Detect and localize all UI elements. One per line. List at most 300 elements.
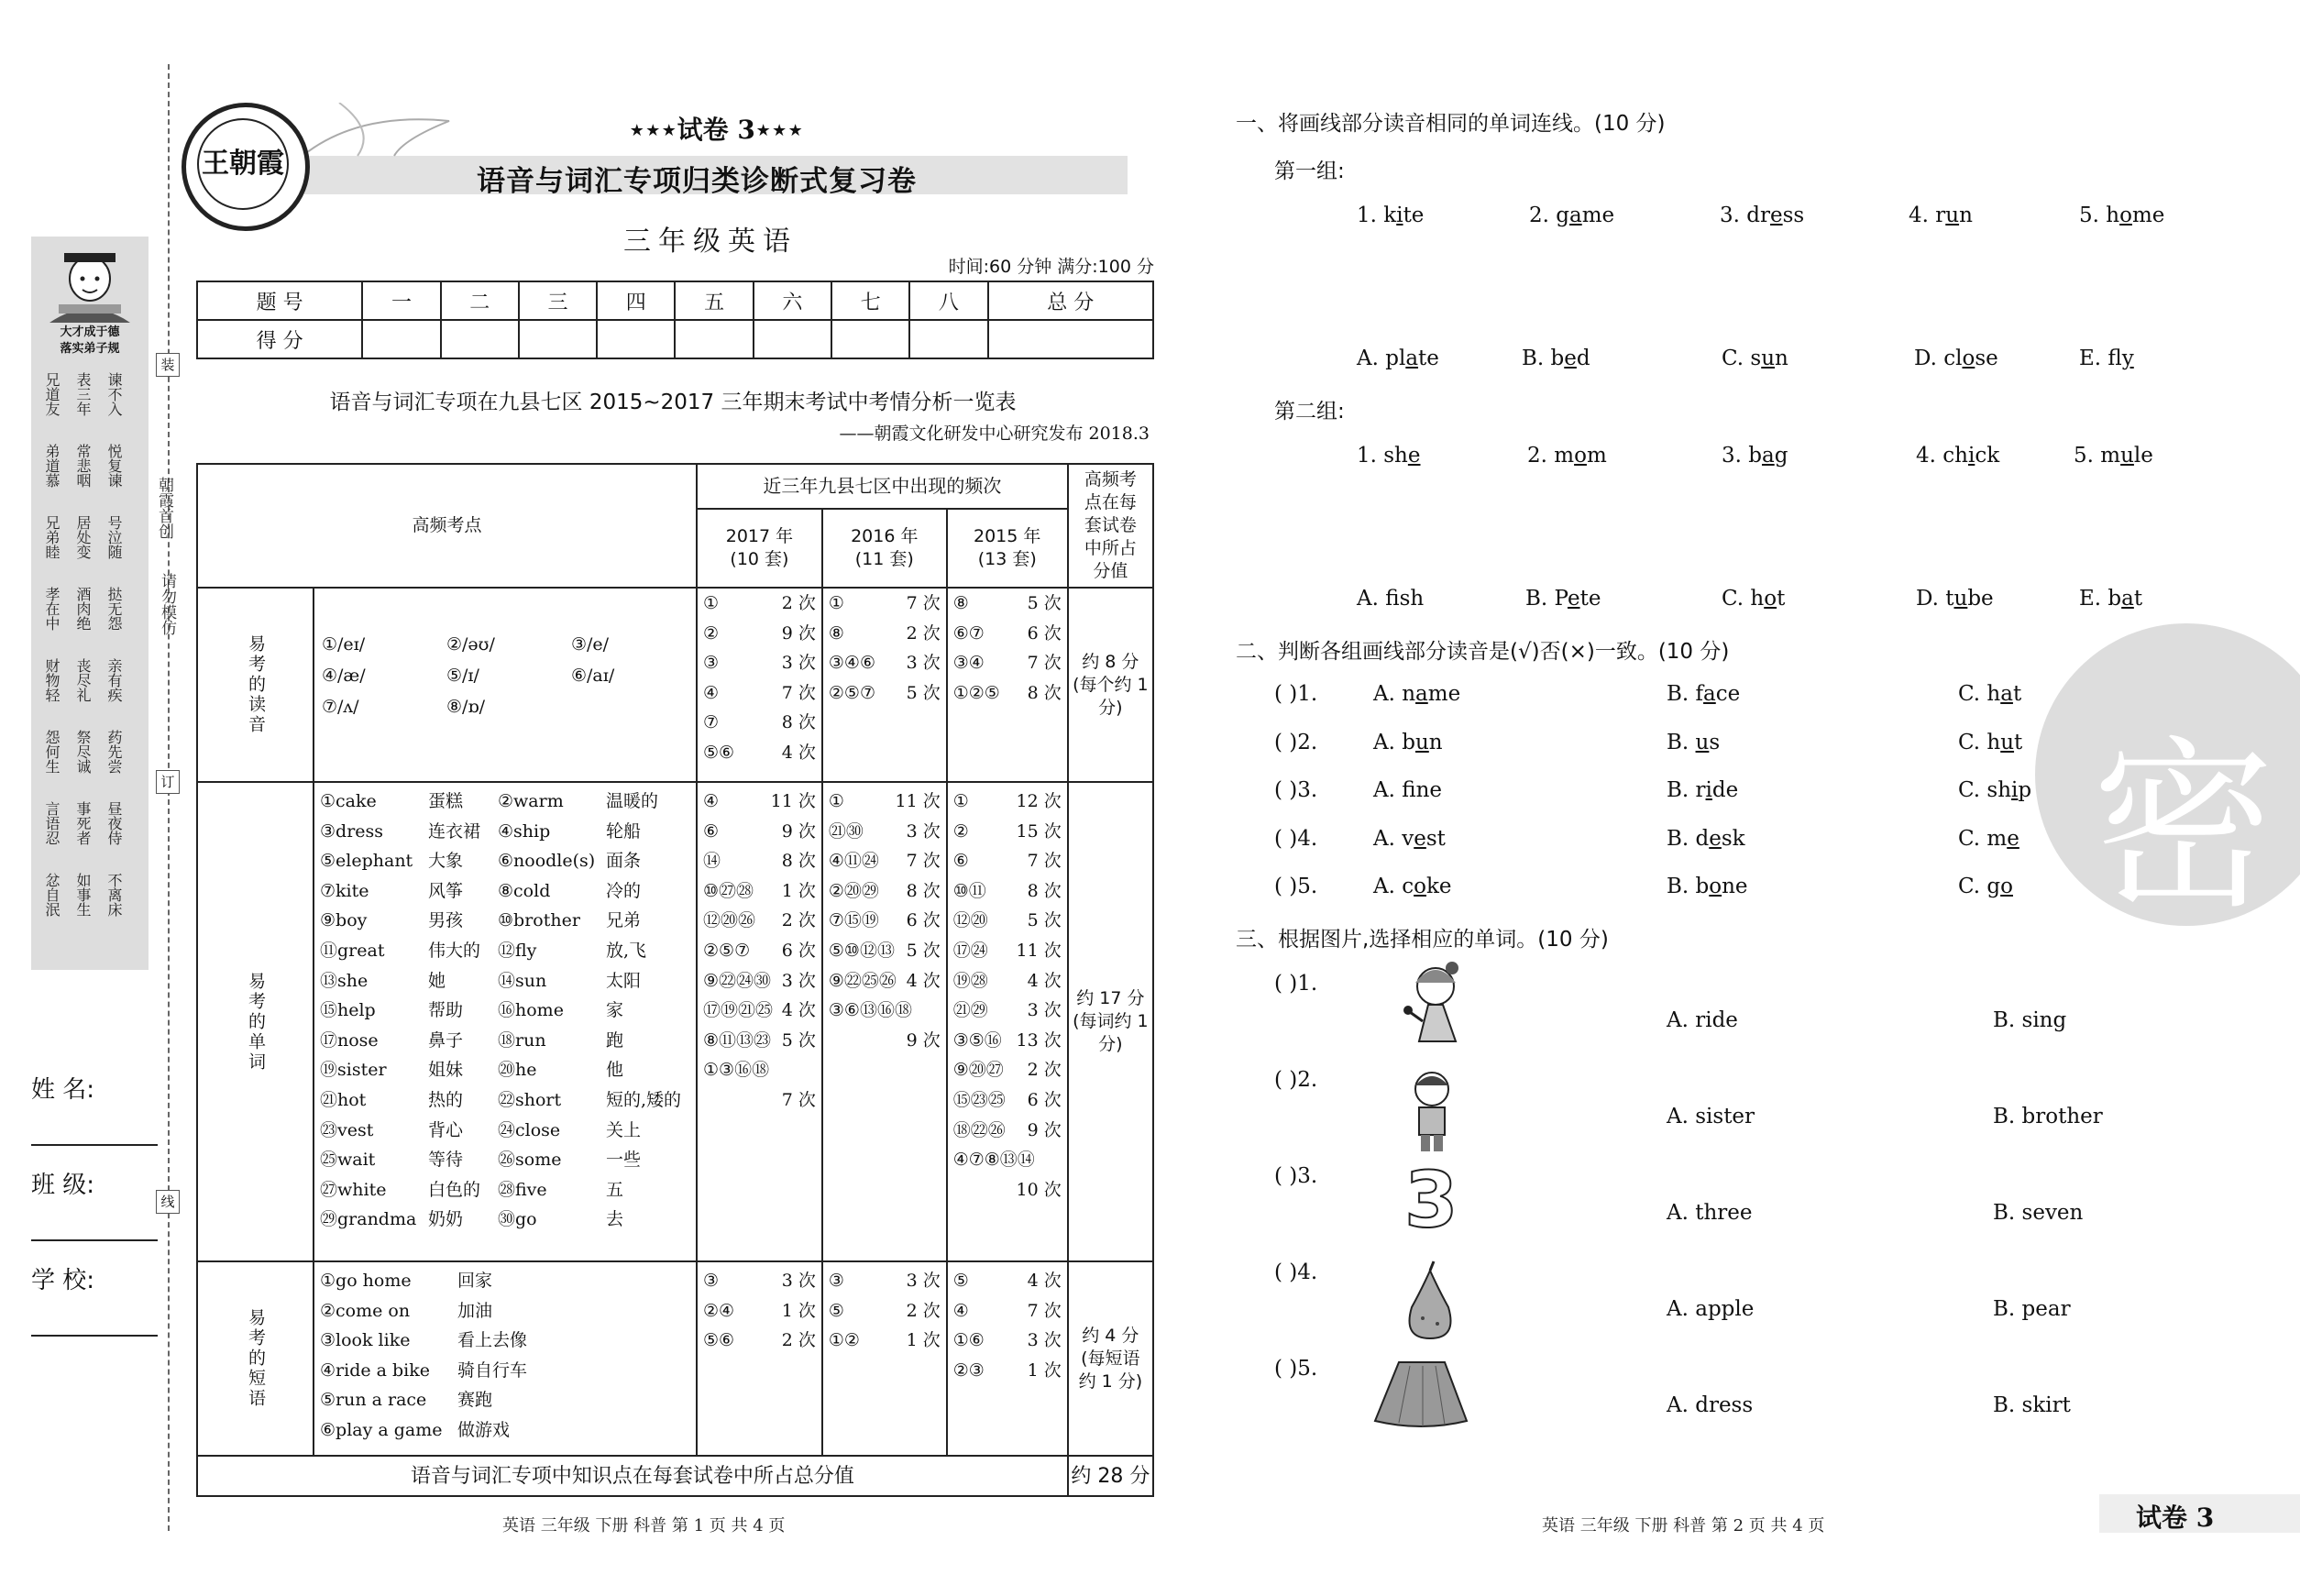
freq-line [698, 876, 821, 907]
total-value: 约 28 分 [1068, 1456, 1153, 1496]
word-meaning: 短的,矮的 [606, 1089, 682, 1110]
poem-column: 弟道慕 [43, 444, 61, 488]
freq-line [823, 936, 946, 966]
picture-option-b: B. seven [1993, 1201, 2084, 1225]
score-input-cell[interactable] [675, 320, 753, 358]
freq-count: 6 次 [1027, 622, 1062, 644]
word-meaning: 帮助 [428, 1000, 464, 1021]
freq-count: 7 次 [906, 593, 941, 613]
freq-count: 7 次 [1027, 653, 1062, 674]
underlined-letter: u [1953, 587, 1968, 611]
freq-count: 9 次 [781, 622, 816, 644]
underlined-letter: i [1396, 204, 1403, 227]
freq-items: ①②⑤ [952, 682, 1000, 703]
poem-column: 孝在中 [43, 587, 61, 631]
group2-option: E. bat [2079, 587, 2143, 611]
freq-items: ⑥⑦ [952, 622, 985, 644]
paper-number: ⋆⋆⋆试卷 3⋆⋆⋆ [629, 115, 804, 145]
name-line[interactable] [31, 1144, 158, 1146]
picture-question-number: ( )2. [1274, 1068, 1318, 1092]
freq-items: ② [703, 622, 720, 644]
head-year-2016: 2016 年 (11 套) [822, 509, 947, 588]
judge-option: B. us [1667, 730, 1721, 754]
sound-item: ⑧/ɒ/ [446, 697, 485, 717]
underlined-letter: u [1695, 730, 1710, 754]
freq-count: 2 次 [1027, 1060, 1062, 1081]
freq-items: ③④⑥ [828, 653, 875, 674]
sounds-freq-2016 [822, 588, 947, 782]
side-note-no-copy: 请勿模仿 [158, 573, 176, 635]
underlined-letter: e [1709, 826, 1722, 851]
poem-column: 悦复谏 [105, 444, 123, 488]
pear-icon [1393, 1260, 1467, 1342]
words-items [314, 782, 697, 1261]
freq-count: 13 次 [1016, 1029, 1062, 1051]
poem-column: 财物轻 [43, 658, 61, 702]
judge-option: A. fne [1373, 778, 1443, 802]
freq-line [698, 846, 821, 876]
total-label: 语音与词汇专项中知识点在每套试卷中所占总分值 [197, 1456, 1068, 1496]
judge-number: ( )2. [1274, 730, 1318, 754]
freq-line [948, 589, 1067, 619]
underlined-letter: o [1414, 875, 1426, 898]
freq-line [948, 1175, 1067, 1205]
word-term: ⑯home [498, 1000, 564, 1021]
poem-column: 怨何生 [43, 730, 61, 774]
word-term: ㉓vest [320, 1119, 374, 1140]
judge-option: B. desk [1667, 826, 1745, 851]
freq-line [948, 1326, 1067, 1356]
sound-item: ④/æ/ [322, 666, 366, 686]
phrase-term: ⑥play a game [320, 1419, 443, 1440]
word-line [320, 1026, 696, 1056]
freq-line [698, 619, 821, 649]
sound-item: ⑤/ɪ/ [446, 666, 479, 686]
score-header-cell: 五 [675, 281, 753, 320]
word-line [320, 966, 696, 996]
score-header-cell: 四 [597, 281, 675, 320]
phrase-line [320, 1326, 696, 1356]
freq-line [948, 648, 1067, 678]
word-term: ⑭sun [498, 970, 547, 991]
freq-count: 7 次 [781, 1089, 816, 1110]
freq-line [823, 619, 946, 649]
freq-count: 9 次 [1027, 1119, 1062, 1140]
freq-items: ⑦ [703, 712, 720, 733]
freq-count: 4 次 [1027, 970, 1062, 991]
freq-count: 1 次 [1027, 1359, 1062, 1381]
word-line [320, 1085, 696, 1116]
judge-option: B. face [1667, 682, 1741, 706]
word-term: ①cake [320, 791, 377, 811]
underlined-letter: i [1967, 444, 1975, 468]
freq-count: 7 次 [1027, 851, 1062, 872]
words-value: 约 17 分 (每词约 1 分) [1068, 782, 1153, 1261]
freq-line [698, 1055, 821, 1085]
picture-option-b: B. brother [1993, 1105, 2103, 1128]
freq-line [823, 589, 946, 619]
freq-line [823, 906, 946, 936]
underlined-letter: a [2000, 682, 2013, 706]
sound-item: ⑦/ʌ/ [322, 697, 359, 717]
group2-option: D. tube [1916, 587, 1994, 611]
freq-line [948, 787, 1067, 817]
freq-items: ⑨㉒㉕㉖ [828, 970, 897, 991]
word-meaning: 热的 [428, 1089, 464, 1110]
freq-line [948, 1145, 1067, 1175]
word-meaning: 奶奶 [428, 1209, 464, 1230]
freq-line [698, 996, 821, 1026]
freq-count: 3 次 [906, 820, 941, 842]
poem-column: 号泣随 [105, 515, 123, 559]
grade-subject-title: 三年级英语 [623, 226, 798, 258]
school-label: 学 校: [31, 1267, 95, 1294]
poem-column: 常悲咽 [74, 444, 92, 488]
stamp-character: 密 [2092, 721, 2276, 934]
word-meaning: 温暖的 [606, 791, 659, 811]
sound-item: ③/e/ [571, 634, 610, 655]
word-meaning: 轮船 [606, 820, 642, 842]
freq-line [698, 1266, 821, 1296]
phrases-items [314, 1261, 697, 1456]
freq-items: ②④ [703, 1300, 735, 1321]
word-meaning: 面条 [606, 851, 642, 872]
freq-items: ⑨⑳㉗ [952, 1060, 1004, 1081]
freq-items: ④⑦⑧⑬⑭ [952, 1150, 1035, 1171]
word-line [320, 1175, 696, 1205]
score-header-cell: 八 [909, 281, 987, 320]
phrase-term: ④ride a bike [320, 1359, 431, 1381]
freq-items: ⑩㉗㉘ [703, 880, 754, 901]
freq-items: ③⑤⑯ [952, 1029, 1002, 1051]
freq-count: 3 次 [1027, 1330, 1062, 1351]
score-input-cell[interactable] [597, 320, 675, 358]
freq-items: ① [828, 791, 844, 811]
underlined-letter: o [2000, 875, 2013, 898]
word-term: ②warm [498, 791, 564, 811]
word-line [320, 1145, 696, 1175]
word-term: ㉗white [320, 1179, 387, 1200]
freq-count: 3 次 [1027, 1000, 1062, 1021]
underlined-letter: o [1709, 875, 1722, 898]
phrase-meaning: 赛跑 [457, 1390, 493, 1411]
poem-column: 谏不入 [105, 372, 123, 416]
word-meaning: 背心 [428, 1119, 464, 1140]
underlined-letter: u [2120, 444, 2134, 468]
group2-word: 4. chick [1916, 444, 2000, 468]
picture-option-a: A. sister [1667, 1105, 1755, 1128]
freq-items: ⑧⑪⑬㉓ [703, 1029, 772, 1051]
picture-option-b: B. sing [1993, 1008, 2067, 1032]
motto-panel [31, 237, 149, 970]
group2-label: 第二组: [1274, 400, 1345, 424]
freq-items: ⑰㉔ [952, 940, 988, 961]
sound-item: ⑥/aɪ/ [571, 666, 615, 686]
word-term: ⑮help [320, 1000, 376, 1021]
phrase-meaning: 加油 [457, 1300, 493, 1321]
analysis-source: ——朝霞文化研发中心研究发布 2018.3 [839, 424, 1150, 444]
freq-line [948, 619, 1067, 649]
score-input-cell[interactable] [909, 320, 987, 358]
phrase-term: ②come on [320, 1300, 411, 1321]
freq-count: 9 次 [906, 1029, 941, 1051]
freq-count: 4 次 [1027, 1271, 1062, 1291]
underlined-letter: o [1574, 444, 1587, 468]
freq-line [948, 996, 1067, 1026]
word-meaning: 家 [606, 1000, 624, 1021]
girl-singing-icon [1382, 957, 1483, 1049]
phrases-row [197, 1261, 1153, 1456]
freq-line [823, 966, 946, 996]
poem-column: 挞无怨 [105, 587, 123, 631]
score-input-cell[interactable] [441, 320, 519, 358]
corner-paper-label: 试卷 3 [2136, 1502, 2215, 1533]
group1-word: 1. kite [1357, 204, 1425, 227]
score-input-cell[interactable] [988, 320, 1153, 358]
freq-line [948, 876, 1067, 907]
word-term: ⑤elephant [320, 851, 413, 872]
score-input-cell[interactable] [362, 320, 440, 358]
picture-question-number: ( )1. [1274, 972, 1318, 996]
freq-line [823, 1296, 946, 1326]
freq-line [698, 648, 821, 678]
confidential-stamp [2035, 623, 2300, 934]
score-input-cell[interactable] [519, 320, 597, 358]
freq-items: ② [952, 820, 969, 842]
footer-page-2: 英语 三年级 下册 科普 第 2 页 共 4 页 [1542, 1516, 1825, 1535]
freq-items: ⑫⑳㉖ [703, 910, 756, 931]
word-line [320, 817, 696, 847]
phrase-line [320, 1356, 696, 1386]
freq-line [698, 906, 821, 936]
group2-option: A. fsh [1357, 587, 1425, 611]
freq-line [823, 1026, 946, 1056]
word-term: ㉑hot [320, 1089, 367, 1110]
word-meaning: 一些 [606, 1150, 642, 1171]
freq-count: 3 次 [781, 970, 816, 991]
phrases-freq-2016 [822, 1261, 947, 1456]
poem-column: 不离床 [105, 873, 123, 917]
freq-line [823, 876, 946, 907]
freq-count: 2 次 [781, 1330, 816, 1351]
freq-items: ⑤ [828, 1300, 844, 1321]
poem-column: 言语忍 [43, 801, 61, 845]
freq-line [948, 966, 1067, 996]
freq-items: ⑤⑥ [703, 742, 735, 763]
freq-count: 7 次 [1027, 1300, 1062, 1321]
freq-line [823, 817, 946, 847]
section2-title: 二、判断各组画线部分读音是(√)否(×)一致。(10 分) [1236, 640, 1730, 664]
picture-question-number: ( )4. [1274, 1260, 1318, 1284]
group1-label: 第一组: [1274, 160, 1345, 183]
freq-line [698, 1026, 821, 1056]
freq-line [823, 1266, 946, 1296]
poem-column: 如事生 [74, 873, 92, 917]
word-meaning: 风筝 [428, 880, 464, 901]
group1-word: 2. game [1529, 204, 1615, 227]
underlined-letter: e [1414, 826, 1426, 851]
word-meaning: 兄弟 [606, 910, 642, 931]
analysis-table [196, 463, 1154, 1497]
underlined-letter: u [1414, 730, 1429, 754]
word-line [320, 996, 696, 1026]
picture-option-b: B. pear [1993, 1297, 2071, 1321]
freq-items: ①② [828, 1330, 860, 1351]
word-term: ⑲sister [320, 1060, 387, 1081]
school-line[interactable] [31, 1335, 158, 1337]
poem-column: 兄弟睦 [43, 515, 61, 559]
score-header-cell: 一 [362, 281, 440, 320]
phrases-label: 易考的短语 [197, 1261, 314, 1456]
freq-items: ① [828, 593, 844, 613]
phrase-line [320, 1385, 696, 1415]
phrases-value: 约 4 分 (每短语约 1 分) [1068, 1261, 1153, 1456]
underlined-letter: o [1764, 587, 1777, 611]
poem-column: 居处变 [74, 515, 92, 559]
sound-item: ①/eɪ/ [322, 634, 366, 655]
scholar-icon [31, 240, 149, 328]
freq-count: 4 次 [781, 1000, 816, 1021]
phrase-meaning: 回家 [457, 1271, 493, 1291]
poem-column: 兄道友 [43, 372, 61, 416]
phrase-term: ⑤run a race [320, 1390, 427, 1411]
freq-items: ⑤⑥ [703, 1330, 735, 1351]
freq-line [948, 1085, 1067, 1116]
class-label: 班 级: [31, 1172, 95, 1199]
score-input-cell[interactable] [754, 320, 831, 358]
freq-count: 3 次 [781, 1271, 816, 1291]
freq-items: ④⑪㉔ [828, 851, 879, 872]
picture-question-number: ( )5. [1274, 1357, 1318, 1381]
score-input-cell[interactable] [831, 320, 909, 358]
freq-items: ⑧ [828, 622, 844, 644]
freq-items: ⑨㉒㉔㉚ [703, 970, 772, 991]
freq-items: ①⑥ [952, 1330, 985, 1351]
word-line [320, 906, 696, 936]
poem-column: 事死者 [74, 801, 92, 845]
brand-logo [182, 103, 310, 231]
freq-items: ⑤ [952, 1271, 969, 1291]
class-line[interactable] [31, 1239, 158, 1241]
freq-count: 3 次 [781, 653, 816, 674]
picture-option-b: B. skirt [1993, 1393, 2071, 1417]
freq-items: ②⑤⑦ [828, 682, 875, 703]
freq-items: ④ [952, 1300, 969, 1321]
score-header-cell: 七 [831, 281, 909, 320]
word-meaning: 白色的 [428, 1179, 481, 1200]
head-year-2017: 2017 年 (10 套) [697, 509, 822, 588]
underlined-letter: a [2121, 587, 2134, 611]
poem-column: 酒肉绝 [74, 587, 92, 631]
freq-items: ⑲㉘ [952, 970, 988, 991]
word-meaning: 连衣裙 [428, 820, 481, 842]
freq-line [823, 678, 946, 709]
underlined-letter: e [1567, 587, 1580, 611]
phrases-freq-2017 [697, 1261, 822, 1456]
freq-items: ②⑳㉙ [828, 880, 879, 901]
freq-count: 12 次 [1016, 791, 1062, 811]
score-header-cell: 三 [519, 281, 597, 320]
freq-count: 7 次 [906, 851, 941, 872]
freq-line [823, 996, 946, 1026]
word-term: ③dress [320, 820, 384, 842]
underlined-letter: e [1564, 347, 1577, 370]
freq-line [823, 648, 946, 678]
cut-mark-2: 订 [156, 770, 180, 794]
word-term: ⑦kite [320, 880, 369, 901]
group2-word: 1. she [1357, 444, 1421, 468]
score-header-cell: 二 [441, 281, 519, 320]
poem-column: 丧尽礼 [74, 658, 92, 702]
freq-count: 5 次 [1027, 910, 1062, 931]
freq-count: 8 次 [1027, 682, 1062, 703]
time-and-score-info: 时间:60 分钟 满分:100 分 [948, 257, 1154, 277]
underlined-letter: a [1568, 204, 1582, 227]
freq-items: ②③ [952, 1359, 985, 1381]
word-term: ⑬she [320, 970, 369, 991]
freq-line [823, 1326, 946, 1356]
phrase-meaning: 看上去像 [457, 1330, 528, 1351]
freq-count: 5 次 [906, 940, 941, 961]
words-freq-2017 [697, 782, 822, 1261]
poem-column: 祭尽诚 [74, 730, 92, 774]
freq-line [948, 936, 1067, 966]
word-meaning: 冷的 [606, 880, 642, 901]
word-term: ㉚go [498, 1209, 537, 1230]
word-term: ⑩brother [498, 910, 580, 931]
word-meaning: 他 [606, 1060, 624, 1081]
freq-line [698, 589, 821, 619]
word-meaning: 去 [606, 1209, 624, 1230]
judge-option: A. coke [1373, 875, 1452, 898]
phrase-meaning: 做游戏 [457, 1419, 511, 1440]
word-meaning: 男孩 [428, 910, 464, 931]
freq-line [698, 678, 821, 709]
word-meaning: 关上 [606, 1119, 642, 1140]
freq-items: ① [703, 593, 720, 613]
sounds-freq-2017 [697, 588, 822, 782]
analysis-title: 语音与词汇专项在九县七区 2015~2017 三年期末考试中考情分析一览表 [329, 391, 1017, 414]
sounds-freq-2015 [947, 588, 1068, 782]
section3-title: 三、根据图片,选择相应的单词。(10 分) [1236, 928, 1609, 952]
freq-line [698, 787, 821, 817]
binding-dashed-line [168, 64, 170, 1531]
freq-items: ① [952, 791, 969, 811]
word-term: ㉔close [498, 1119, 561, 1140]
poem-column: 表三年 [74, 372, 92, 416]
sounds-row [197, 588, 1153, 782]
footer-page-1: 英语 三年级 下册 科普 第 1 页 共 4 页 [502, 1516, 786, 1535]
underlined-letter: i [2011, 778, 2019, 802]
freq-line [698, 708, 821, 738]
section1-title: 一、将画线部分读音相同的单词连线。(10 分) [1236, 112, 1666, 136]
score-table [196, 281, 1154, 359]
freq-count: 4 次 [781, 742, 816, 763]
judge-number: ( )4. [1274, 826, 1318, 851]
freq-items: ③ [703, 653, 720, 674]
freq-items: ㉑㉚ [828, 820, 864, 842]
underlined-letter: e [1769, 204, 1783, 227]
freq-count: 11 次 [895, 791, 941, 811]
group1-option: D. close [1914, 347, 1998, 370]
freq-count: 7 次 [781, 682, 816, 703]
word-term: ㉖some [498, 1150, 562, 1171]
freq-count: 3 次 [906, 653, 941, 674]
word-meaning: 跑 [606, 1029, 624, 1051]
word-meaning: 她 [428, 970, 446, 991]
freq-count: 8 次 [906, 880, 941, 901]
word-meaning: 太阳 [606, 970, 642, 991]
